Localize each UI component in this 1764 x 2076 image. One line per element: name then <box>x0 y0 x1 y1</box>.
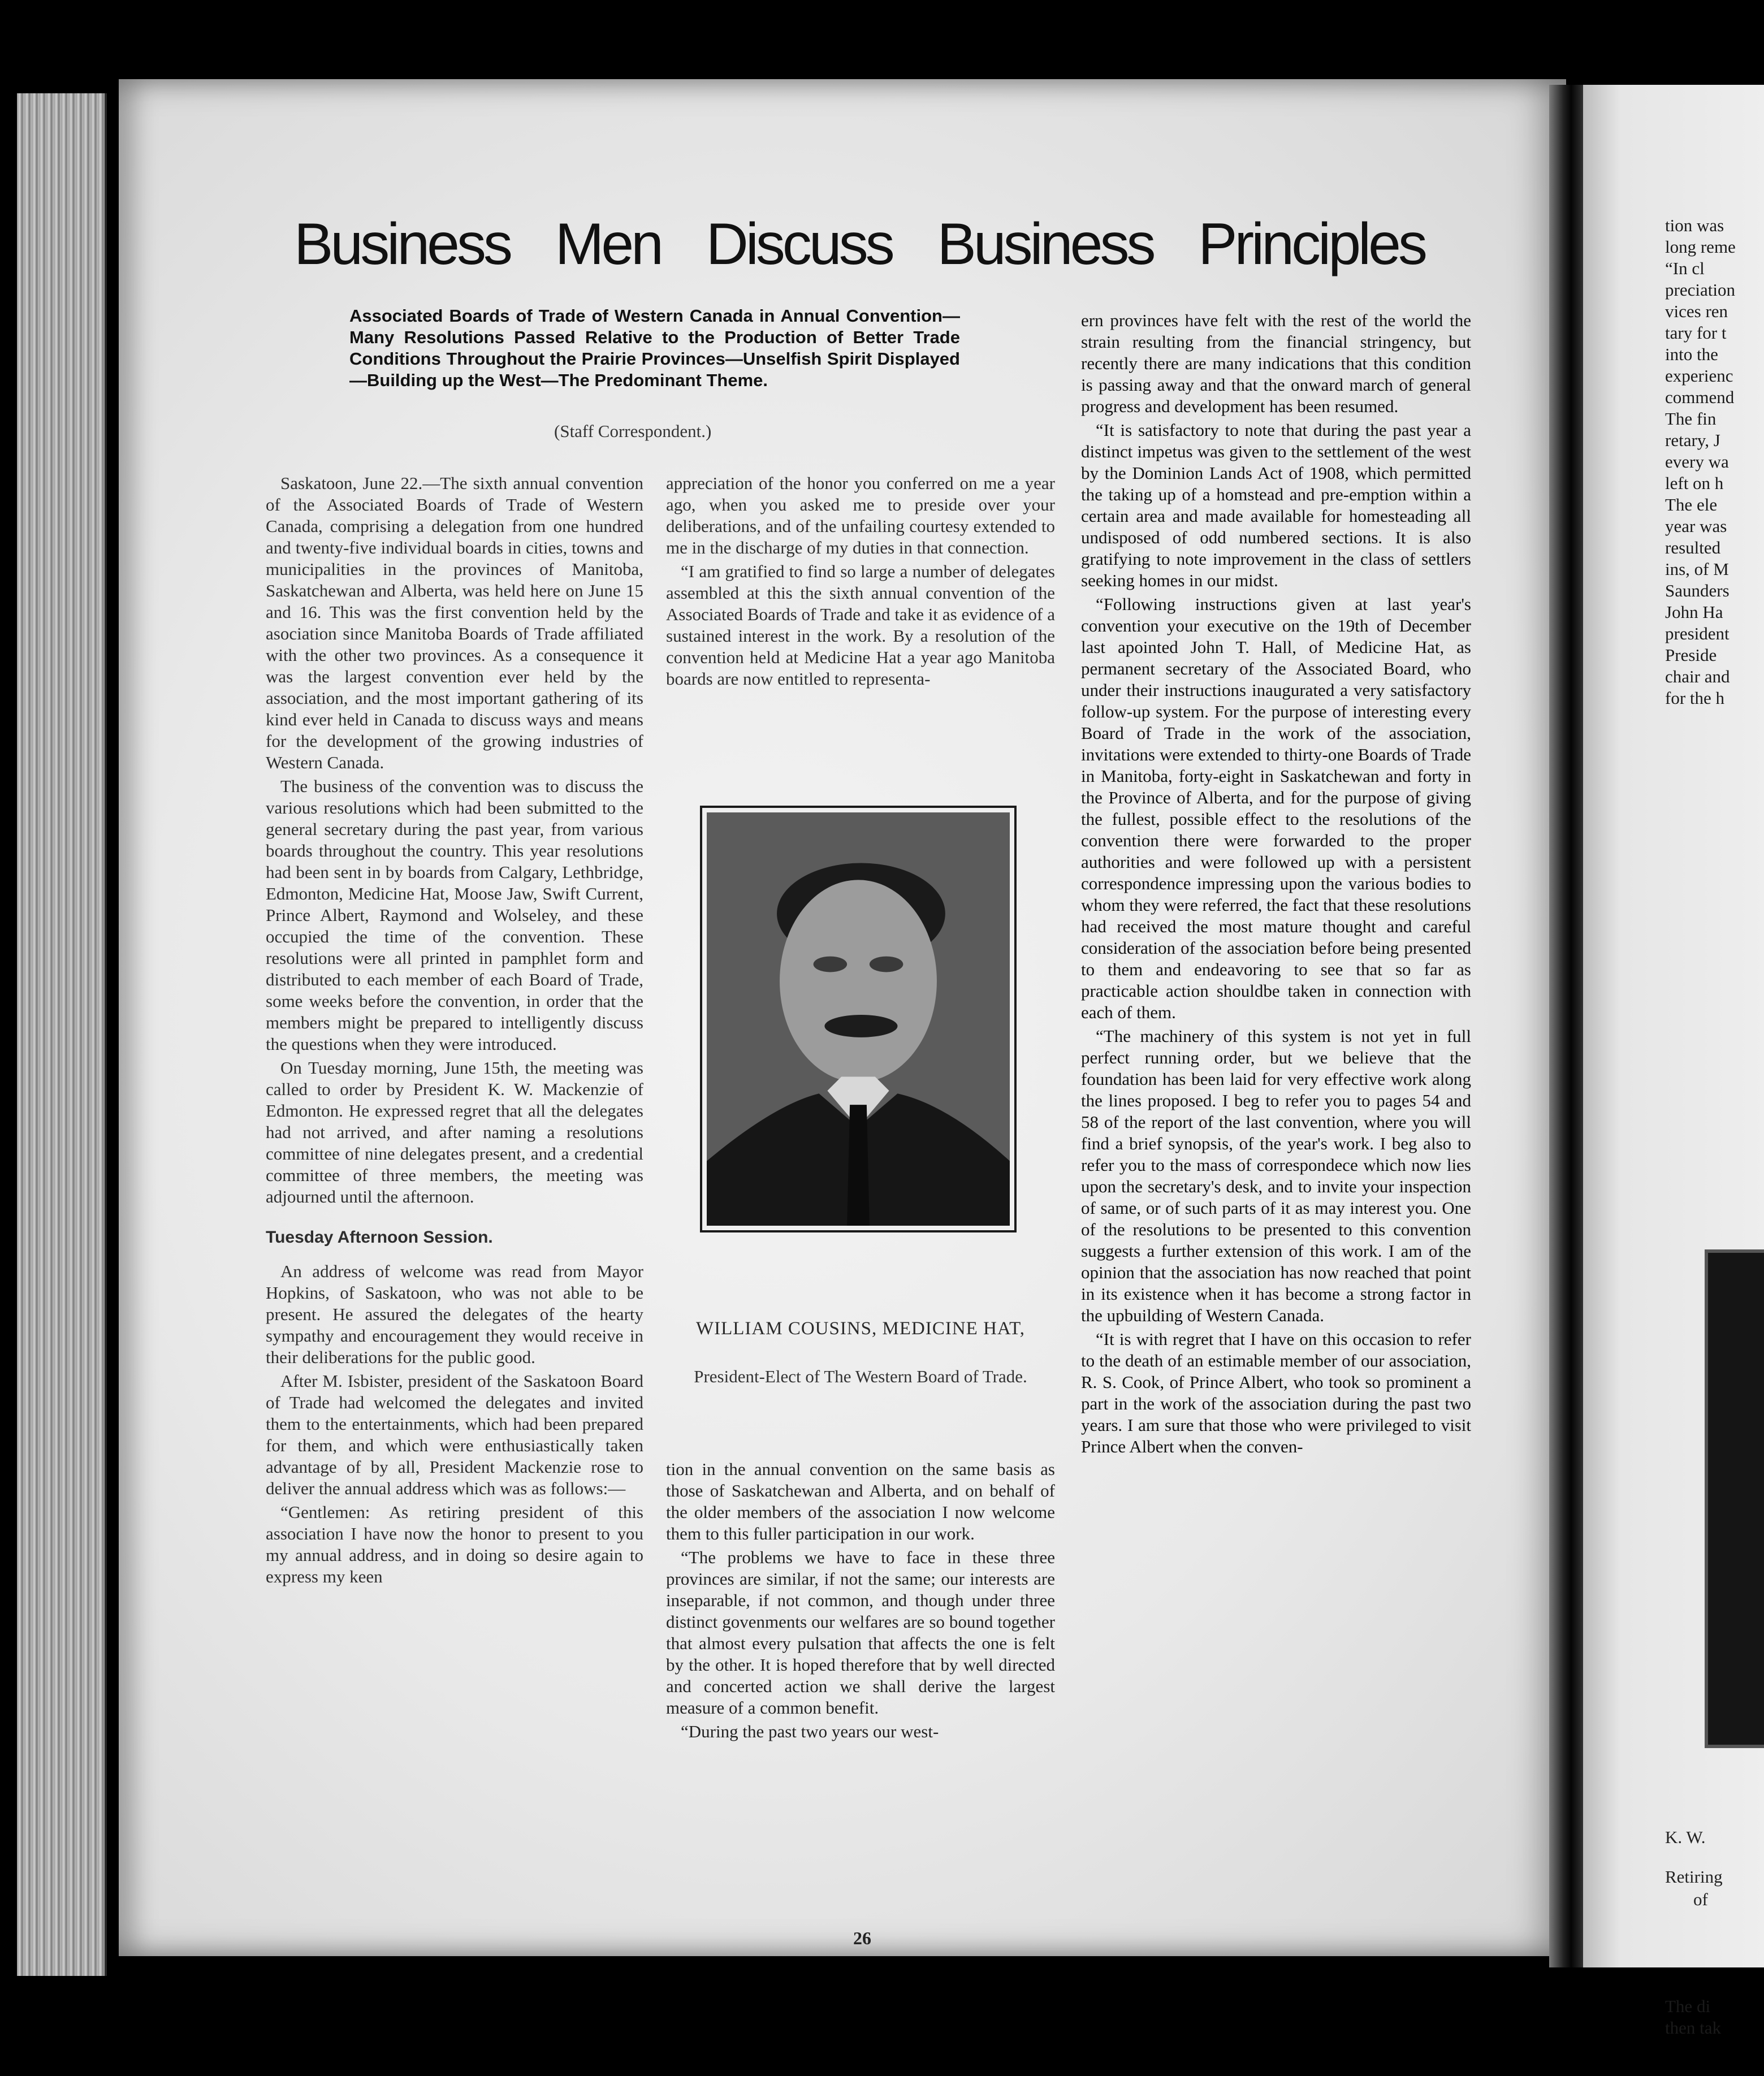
fragment-line: The di <box>1665 1996 1711 2016</box>
paragraph: “It is with regret that I have on this occasion to refer to the death of an estimable member of our association, R. S. Cook, of Prince Albert, who took so prominent a part in the work of the association during the past two years. I am sure that those who were privileged to visit Prince Albert when the conven- <box>1081 1329 1471 1456</box>
fragment-line: John Ha <box>1665 602 1723 622</box>
fragment-line: The fin <box>1665 409 1717 429</box>
fragment-line: Retiring <box>1665 1867 1723 1887</box>
right-page-column-fragment <box>1665 215 1764 709</box>
page-number: 26 <box>853 1928 871 1948</box>
book-page-edges <box>17 93 107 1976</box>
paragraph: An address of welcome was read from Mayor Hopkins, of Saskatoon, who was not able to be present. He assured the delegates of the hearty sympathy and encouragement they would receive in their deliberations for the public good. <box>266 1261 643 1367</box>
portrait-illustration <box>707 812 1010 1226</box>
fragment-line: every wa <box>1665 452 1729 472</box>
right-page-caption <box>1665 1826 1764 1911</box>
paragraph: “The problems we have to face in these three provinces are similar, if not the same; our interests are inseparable, if not common, and though under three distinct govenments our welfares are so bound together that almost every pulsation that affects the one is felt by the other. It is hoped therefore that by well directed and concerted action we shall derive the largest measure of a common benefit. <box>666 1547 1055 1718</box>
fragment-line: vices ren <box>1665 301 1728 321</box>
paragraph: “During the past two years our west- <box>681 1722 939 1741</box>
paragraph: On Tuesday morning, June 15th, the meeting was called to order by President K. W. Mackenzie of Edmonton. He expressed regret that all the delegates had not arrived, and after naming a resolutions committee of nine delegates present, and a credential committee of three members, the meeting was adjourned until the afternoon. <box>266 1058 643 1206</box>
paragraph: “I am gratified to find so large a number of delegates assembled at this the sixth annual convention of the Associated Boards of Trade and take it as evidence of a sustained interest in the work. By a resolution of the convention held at Medicine Hat a year ago Manitoba boards are now entitled to representa- <box>666 561 1055 689</box>
caption-name: WILLIAM COUSINS, MEDICINE HAT, <box>695 1318 1026 1339</box>
byline: (Staff Correspondent.) <box>554 421 712 441</box>
article-column-2-top <box>666 473 1055 692</box>
paragraph: “The machinery of this system is not yet in full perfect running order, but we believe that the foundation has been laid for very effective work along the lines proposed. I beg to refer you to pages 54 and 58 of the report of the last convention, where you will find a brief synopsis, of the year's work. I beg also to refer you to the mass of correspondece which now lies upon the secretary's desk, and to invite your inspection of same, or of such parts of it as may interest you. One of the resolutions to be presented to this convention suggests a further extension of this work. I am of the opinion that the association has now reached that point in its existence when it has become a strong factor in the upbuilding of Western Canada. <box>1081 1026 1471 1325</box>
fragment-line: experienc <box>1665 366 1733 386</box>
article-column-1 <box>266 473 643 1590</box>
fragment-line: commend <box>1665 387 1735 407</box>
section-subhead: Tuesday Afternoon Session. <box>266 1228 493 1247</box>
article-deck: Associated Boards of Trade of Western Canada in Annual Convention—Many Resolutions Passed Relative to the Production of Better Trade Conditions Throughout the Prairie Provinces—Unselfish Spirit Displayed—Building up the West—The Predominant Theme. <box>349 306 960 390</box>
portrait-photo <box>707 812 1010 1226</box>
fragment-line: into the <box>1665 344 1718 364</box>
portrait-caption <box>666 1317 1055 1388</box>
fragment-line: Saunders <box>1665 581 1730 600</box>
fragment-line: tary for t <box>1665 323 1727 343</box>
book-gutter <box>1549 85 1586 1967</box>
fragment-line: preciation <box>1665 280 1735 300</box>
fragment-line: tion was <box>1665 215 1724 235</box>
fragment-line: of <box>1693 1889 1708 1909</box>
paragraph: “Gentlemen: As retiring president of this association I have now the honor to present to you my annual address, and in doing so desire again to express my keen <box>266 1502 643 1586</box>
article-column-2-bottom <box>666 1459 1055 1745</box>
paragraph: “Following instructions given at last year's convention your executive on the 19th of December last apointed John T. Hall, of Medicine Hat, as permanent secretary of the Associated Board, who under their instructions inaugurated a very satisfactory follow-up system. For the purpose of interesting every Board of Trade in the work of the association, invitations were extended to thirty-one Boards of Trade in Manitoba, forty-eight in Saskatchewan and forty in the Province of Alberta, and for the purpose of giving the fullest, possible effect to the resolutions of the convention there were forwarded to the proper authorities and were followed up with a persistent correspondence impressing upon the various bodies to whom they were referred, the fact that these resolutions had received the most mature thought and careful consideration of the association before being presented to them and endeavoring to see that so far as practicable action shouldbe taken in connection with each of them. <box>1081 594 1471 1022</box>
article-headline: Business Men Discuss Business Principles <box>294 211 1425 277</box>
fragment-line: president <box>1665 624 1730 643</box>
paragraph: ern provinces have felt with the rest of the world the strain resulting from the financial stringency, but recently there are many indications that this condition is passing away and that the onward march of general progress and development has been resumed. <box>1081 310 1471 416</box>
fragment-line: left on h <box>1665 473 1724 493</box>
paragraph: Saskatoon, June 22.—The sixth annual convention of the Associated Boards of Trade of Western Canada, comprising a delegation from one hundred and twenty-five individual boards in cities, towns and municipalities in the provinces of Manitoba, Saskatchewan and Alberta, was held here on June 15 and 16. This was the first convention held by the asociation since Manitoba Boards of Trade affiliated with the other two provinces. As a consequence it was the largest convention ever held by the association, and the most important gathering of its kind ever held in Canada to discuss ways and means for the development of the growing industries of Western Canada. <box>266 473 643 772</box>
right-page-column-fragment-2 <box>1665 1996 1764 2039</box>
right-page-portrait <box>1705 1249 1764 1748</box>
fragment-line: Preside <box>1665 645 1717 665</box>
fragment-line: for the h <box>1665 688 1725 708</box>
paragraph: tion in the annual convention on the same basis as those of Saskatchewan and Alberta, and on behalf of the older members of the association I now welcome them to this fuller participation in our work. <box>666 1459 1055 1543</box>
portrait-photo-frame <box>700 806 1017 1232</box>
fragment-line: resulted <box>1665 538 1721 557</box>
fragment-line: ins, of M <box>1665 559 1729 579</box>
paragraph: After M. Isbister, president of the Saskatoon Board of Trade had welcomed the delegates and invited them to the entertainments, which had been prepared for them, and which were enthusiastically taken advantage of by all, President Mackenzie rose to deliver the annual address which was as follows:— <box>266 1371 643 1498</box>
paragraph: appreciation of the honor you conferred on me a year ago, when you asked me to preside over your deliberations, and of the unfailing courtesy extended to me in the discharge of my duties in that connection. <box>666 473 1055 557</box>
paragraph: “It is satisfactory to note that during the past year a distinct impetus was given to the settlement of the west by the Dominion Lands Act of 1908, which permitted the taking up of a homstead and pre-emption within a certain area and made available for homesteading all undisposed of odd numbered sections. It is also gratifying to note improvement in the class of settlers seeking homes in our midst. <box>1081 420 1471 590</box>
paragraph: The business of the convention was to discuss the various resolutions which had been submitted to the general secretary during the past year, from various boards throughout the country. This year resolutions had been sent in by boards from Calgary, Lethbridge, Edmonton, Medicine Hat, Moose Jaw, Swift Current, Prince Albert, Raymond and Wolseley, and these occupied the time of the convention. These resolutions were all printed in pamphlet form and distributed to each member of each Board of Trade, some weeks before the convention, in order that the members might be prepared to intelligently discuss the questions when they were introduced. <box>266 776 643 1054</box>
article-column-3 <box>1081 310 1471 1460</box>
fragment-line: chair and <box>1665 667 1730 686</box>
fragment-line: K. W. <box>1665 1827 1706 1847</box>
fragment-line: then tak <box>1665 2018 1721 2038</box>
fragment-line: The ele <box>1665 495 1718 514</box>
caption-role: President-Elect of The Western Board of Trade. <box>694 1366 1027 1386</box>
fragment-line: year was <box>1665 516 1727 536</box>
fragment-line: long reme <box>1665 237 1736 257</box>
fragment-line: retary, J <box>1665 430 1720 450</box>
fragment-line: “In cl <box>1665 258 1705 278</box>
